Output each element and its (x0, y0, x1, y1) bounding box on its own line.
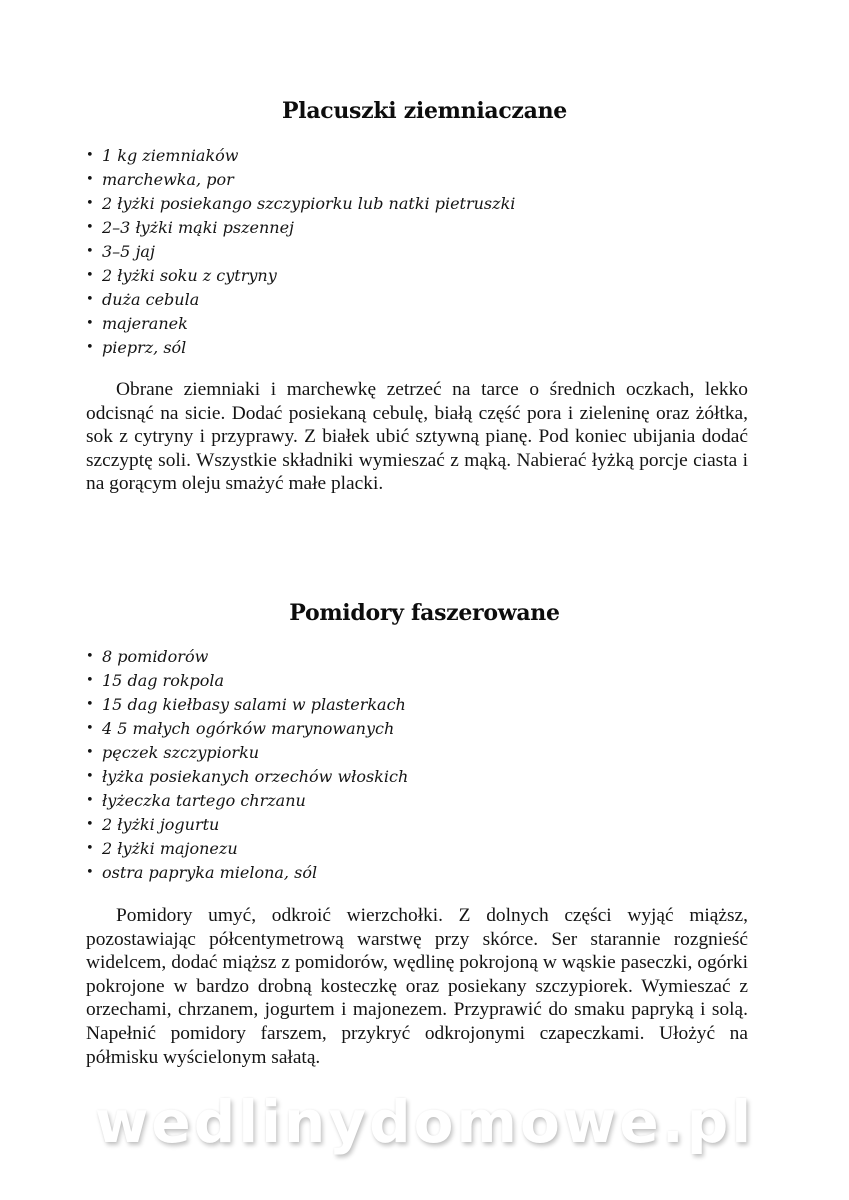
ingredient-item: • marchewka, por (86, 168, 515, 192)
bullet-icon: • (86, 841, 94, 856)
ingredient-item: • 2–3 łyżki mąki pszennej (86, 216, 515, 240)
ingredient-item: • 8 pomidorów (86, 645, 408, 669)
bullet-icon: • (86, 316, 94, 331)
ingredient-item: • 2 łyżki jogurtu (86, 813, 408, 837)
ingredient-list-pomidory (86, 645, 408, 885)
bullet-icon: • (86, 148, 94, 163)
ingredient-item: • pieprz, sól (86, 336, 515, 360)
ingredient-item: • 4 5 małych ogórków marynowanych (86, 717, 408, 741)
ingredient-item: • 3–5 jaj (86, 240, 515, 264)
ingredient-item: • pęczek szczypiorku (86, 741, 408, 765)
bullet-icon: • (86, 745, 94, 760)
bullet-icon: • (86, 673, 94, 688)
bullet-icon: • (86, 817, 94, 832)
ingredient-item: • 15 dag kiełbasy salami w plasterkach (86, 693, 408, 717)
method-paragraph-placuszki: Obrane ziemniaki i marchewkę zetrzeć na tarce o średnich oczkach, lekko odcisnąć na sicie. Dodać posiekaną cebulę, białą część pora i zieleninę oraz żółtka, sok z cytryny i przyprawy. Z białek ubić sztywną pianę. Pod koniec ubijania dodać szczyptę soli. Wszystkie składniki wymieszać z mąką. Nabierać łyżką porcje ciasta i na gorącym oleju smażyć małe placki. (86, 379, 748, 495)
ingredient-item: • duża cebula (86, 288, 515, 312)
bullet-icon: • (86, 697, 94, 712)
ingredient-item: • 2 łyżki soku z cytryny (86, 264, 515, 288)
bullet-icon: • (86, 721, 94, 736)
method-paragraph-pomidory: Pomidory umyć, odkroić wierzchołki. Z dolnych części wyjąć miąższ, pozostawiając półcentymetrową warstwę przy skórce. Ser starannie rozgnieść widelcem, dodać miąższ z pomidorów, wędlinę pokrojoną w wąskie paseczki, ogórki pokrojone w bardzo drobną kosteczkę oraz posiekany szczypiorek. Wymieszać z orzechami, chrzanem, jogurtem i majonezem. Przyprawić do smaku papryką i solą. Napełnić pomidory farszem, przykryć odkrojonymi czapeczkami. Ułożyć na półmisku wyścielonym sałatą. (86, 905, 748, 1068)
bullet-icon: • (86, 793, 94, 808)
bullet-icon: • (86, 172, 94, 187)
ingredient-item: • 15 dag rokpola (86, 669, 408, 693)
bullet-icon: • (86, 340, 94, 355)
bullet-icon: • (86, 244, 94, 259)
bullet-icon: • (86, 649, 94, 664)
ingredient-item: • 2 łyżki posiekango szczypiorku lub natki pietruszki (86, 192, 515, 216)
ingredient-item: • 2 łyżki majonezu (86, 837, 408, 861)
recipe-title-pomidory: Pomidory faszerowane (289, 600, 560, 626)
bullet-icon: • (86, 865, 94, 880)
bullet-icon: • (86, 196, 94, 211)
ingredient-list-placuszki (86, 144, 515, 360)
watermark: wedlinydomowe.pl (94, 1088, 755, 1156)
ingredient-item: • majeranek (86, 312, 515, 336)
ingredient-item: • 1 kg ziemniaków (86, 144, 515, 168)
bullet-icon: • (86, 769, 94, 784)
recipe-title-placuszki: Placuszki ziemniaczane (282, 98, 567, 124)
bullet-icon: • (86, 220, 94, 235)
ingredient-item: • łyżeczka tartego chrzanu (86, 789, 408, 813)
ingredient-item: • łyżka posiekanych orzechów włoskich (86, 765, 408, 789)
bullet-icon: • (86, 268, 94, 283)
bullet-icon: • (86, 292, 94, 307)
ingredient-item: • ostra papryka mielona, sól (86, 861, 408, 885)
